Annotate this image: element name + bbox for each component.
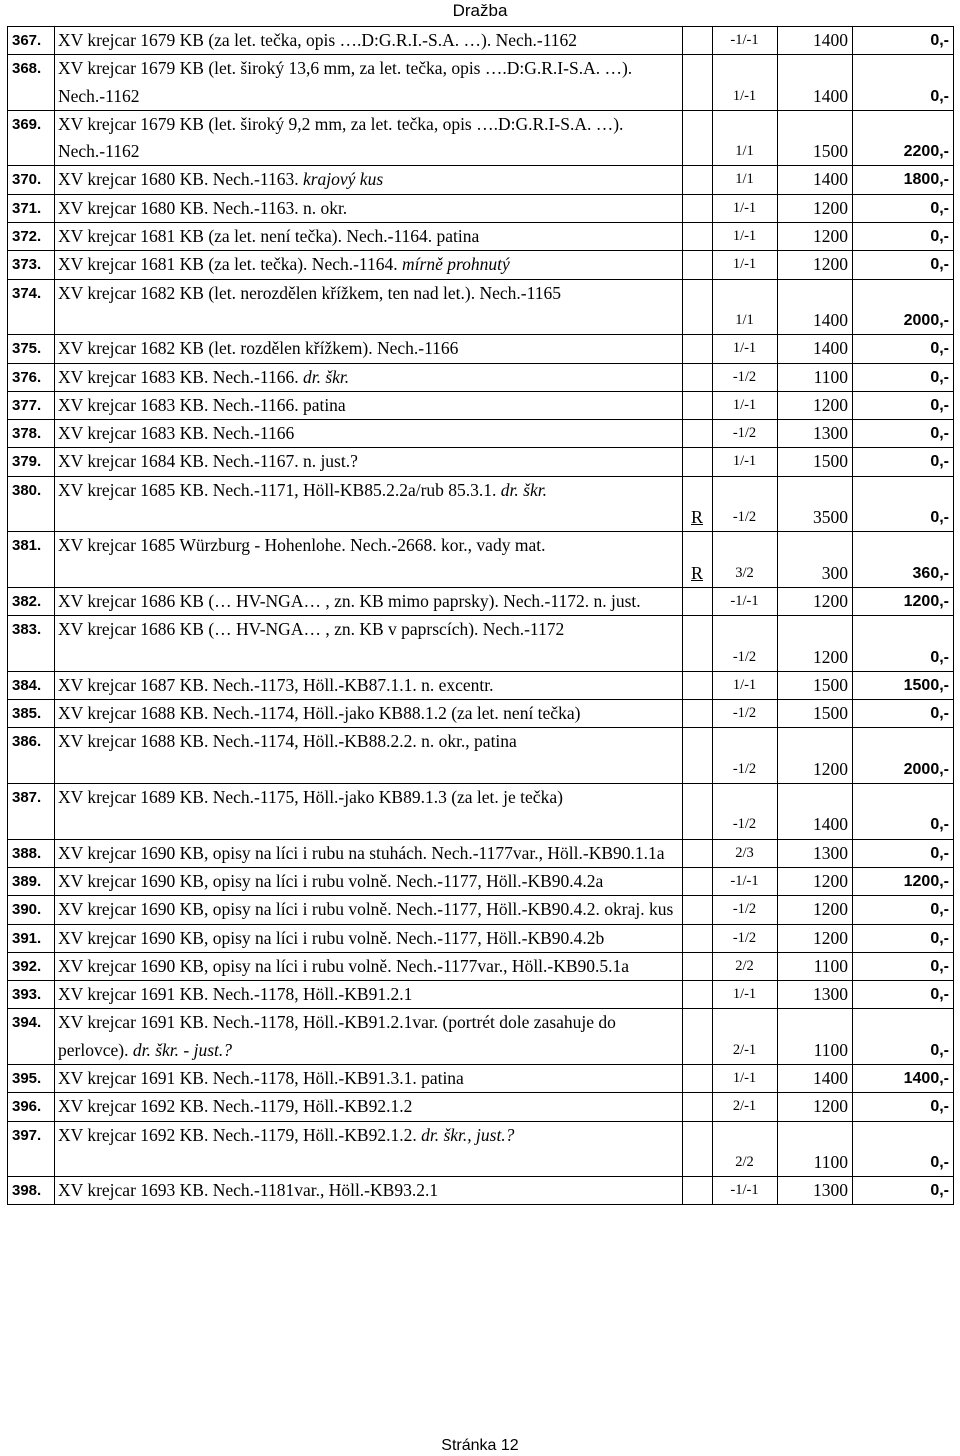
- description-text: XV krejcar 1690 KB, opisy na líci i rubu volně. Nech.-1177, Höll.-KB90.4.2a: [58, 870, 604, 891]
- lot-description: [55, 27, 683, 55]
- lot-description: [55, 363, 683, 391]
- lot-description: [55, 166, 683, 194]
- lot-grade: 2/-1: [713, 1009, 778, 1065]
- lot-description: [55, 251, 683, 279]
- starting-price: 1100: [778, 363, 853, 391]
- lot-number: 371.: [8, 194, 55, 222]
- starting-price: 1400: [778, 335, 853, 363]
- description-text: XV krejcar 1686 KB (… HV-NGA… , zn. KB mimo paprsky). Nech.-1172. n. just.: [58, 590, 641, 611]
- lot-description: [55, 728, 683, 784]
- lot-grade: 2/2: [713, 1121, 778, 1177]
- lot-row: [8, 27, 954, 55]
- lot-description: [55, 896, 683, 924]
- description-text: XV krejcar 1684 KB. Nech.-1167. n. just.?: [58, 451, 358, 472]
- sold-price: 0,-: [853, 896, 954, 924]
- starting-price: 1500: [778, 700, 853, 728]
- description-note: dr. škr.: [302, 366, 350, 387]
- starting-price: 1200: [778, 867, 853, 895]
- lot-description: [55, 335, 683, 363]
- lot-number: 384.: [8, 671, 55, 699]
- description-text: XV krejcar 1679 KB (let. široký 13,6 mm, za let. tečka, opis ….D:G.R.I-S.A. …). Nech.-1162: [58, 58, 633, 106]
- lot-grade: 1/1: [713, 279, 778, 335]
- lot-number: 367.: [8, 27, 55, 55]
- lot-description: [55, 952, 683, 980]
- sold-price: 0,-: [853, 420, 954, 448]
- lot-grade: -1/2: [713, 363, 778, 391]
- lot-number: 398.: [8, 1177, 55, 1205]
- description-note: dr. škr., just.?: [421, 1124, 515, 1145]
- lot-row: [8, 587, 954, 615]
- lot-number: 396.: [8, 1093, 55, 1121]
- lot-row: [8, 924, 954, 952]
- starting-price: 1400: [778, 784, 853, 840]
- lot-number: 382.: [8, 587, 55, 615]
- lot-description: [55, 671, 683, 699]
- sold-price: 0,-: [853, 616, 954, 672]
- starting-price: 1300: [778, 839, 853, 867]
- page-header: Dražba: [452, 1, 508, 20]
- lot-row: [8, 476, 954, 532]
- sold-price: 0,-: [853, 924, 954, 952]
- rarity-mark: [683, 194, 713, 222]
- lot-grade: -1/-1: [713, 1177, 778, 1205]
- lot-description: [55, 981, 683, 1009]
- description-text: XV krejcar 1687 KB. Nech.-1173, Höll.-KB87.1.1. n. excentr.: [58, 674, 494, 695]
- lot-grade: 1/1: [713, 166, 778, 194]
- sold-price: 2000,-: [853, 279, 954, 335]
- rarity-mark: [683, 223, 713, 251]
- lot-number: 389.: [8, 867, 55, 895]
- lot-row: [8, 728, 954, 784]
- page-footer: Stránka 12: [441, 1437, 519, 1454]
- lot-grade: 1/-1: [713, 1064, 778, 1092]
- description-text: XV krejcar 1683 KB. Nech.-1166.: [58, 366, 303, 387]
- sold-price: 0,-: [853, 194, 954, 222]
- lot-row: [8, 1064, 954, 1092]
- lot-description: [55, 839, 683, 867]
- rarity-mark: [683, 616, 713, 672]
- lot-grade: 2/-1: [713, 1093, 778, 1121]
- sold-price: 0,-: [853, 981, 954, 1009]
- sold-price: 0,-: [853, 27, 954, 55]
- lot-description: [55, 924, 683, 952]
- lot-grade: 2/3: [713, 839, 778, 867]
- rarity-mark: R: [683, 476, 713, 532]
- description-text: XV krejcar 1683 KB. Nech.-1166. patina: [58, 394, 346, 415]
- rarity-mark: [683, 166, 713, 194]
- lot-number: 373.: [8, 251, 55, 279]
- lot-number: 376.: [8, 363, 55, 391]
- rarity-mark: [683, 671, 713, 699]
- lot-description: [55, 616, 683, 672]
- sold-price: 0,-: [853, 223, 954, 251]
- sold-price: 0,-: [853, 700, 954, 728]
- description-text: XV krejcar 1690 KB, opisy na líci i rubu na stuhách. Nech.-1177var., Höll.-KB90.1.1a: [58, 842, 665, 863]
- lot-number: 368.: [8, 55, 55, 111]
- starting-price: 1300: [778, 981, 853, 1009]
- lot-row: [8, 363, 954, 391]
- starting-price: 1500: [778, 671, 853, 699]
- lot-row: [8, 1009, 954, 1065]
- lot-grade: -1/2: [713, 924, 778, 952]
- description-text: XV krejcar 1690 KB, opisy na líci i rubu volně. Nech.-1177, Höll.-KB90.4.2. okraj. kus: [58, 899, 674, 920]
- starting-price: 1200: [778, 1093, 853, 1121]
- sold-price: 0,-: [853, 448, 954, 476]
- lot-description: [55, 1177, 683, 1205]
- sold-price: 360,-: [853, 532, 954, 588]
- lot-row: [8, 55, 954, 111]
- lot-description: [55, 223, 683, 251]
- lot-row: [8, 448, 954, 476]
- lot-number: 374.: [8, 279, 55, 335]
- starting-price: 1200: [778, 924, 853, 952]
- lot-grade: 1/-1: [713, 55, 778, 111]
- rarity-mark: [683, 1121, 713, 1177]
- lot-row: [8, 194, 954, 222]
- description-text: XV krejcar 1691 KB. Nech.-1178, Höll.-KB91.3.1. patina: [58, 1067, 464, 1088]
- lot-grade: 1/-1: [713, 223, 778, 251]
- description-note: dr. škr.: [500, 479, 547, 500]
- sold-price: 0,-: [853, 363, 954, 391]
- sold-price: 0,-: [853, 1121, 954, 1177]
- description-text: XV krejcar 1690 KB, opisy na líci i rubu volně. Nech.-1177var., Höll.-KB90.5.1a: [58, 955, 630, 976]
- lot-grade: 1/-1: [713, 335, 778, 363]
- lot-grade: -1/-1: [713, 587, 778, 615]
- starting-price: 1200: [778, 194, 853, 222]
- lot-number: 385.: [8, 700, 55, 728]
- lot-grade: 1/-1: [713, 981, 778, 1009]
- lot-description: [55, 784, 683, 840]
- starting-price: 1200: [778, 223, 853, 251]
- rarity-mark: [683, 839, 713, 867]
- starting-price: 1300: [778, 420, 853, 448]
- description-text: XV krejcar 1692 KB. Nech.-1179, Höll.-KB92.1.2.: [58, 1124, 422, 1145]
- lot-grade: -1/2: [713, 896, 778, 924]
- lot-grade: -1/2: [713, 700, 778, 728]
- rarity-mark: [683, 1064, 713, 1092]
- rarity-mark: [683, 981, 713, 1009]
- lot-description: [55, 55, 683, 111]
- lot-row: [8, 700, 954, 728]
- lot-number: 397.: [8, 1121, 55, 1177]
- sold-price: 1500,-: [853, 671, 954, 699]
- lot-row: [8, 391, 954, 419]
- rarity-mark: [683, 700, 713, 728]
- lot-number: 383.: [8, 616, 55, 672]
- lot-row: [8, 784, 954, 840]
- lot-grade: 1/-1: [713, 448, 778, 476]
- starting-price: 1400: [778, 166, 853, 194]
- lot-row: [8, 981, 954, 1009]
- description-text: XV krejcar 1679 KB (za let. tečka, opis ….D:G.R.I.-S.A. …). Nech.-1162: [58, 30, 578, 50]
- starting-price: 1200: [778, 587, 853, 615]
- rarity-mark: [683, 335, 713, 363]
- starting-price: 1200: [778, 896, 853, 924]
- auction-rows: [8, 27, 954, 1205]
- starting-price: 1500: [778, 448, 853, 476]
- lot-description: [55, 1064, 683, 1092]
- lot-description: [55, 1009, 683, 1065]
- rarity-mark: [683, 55, 713, 111]
- lot-grade: 1/-1: [713, 671, 778, 699]
- starting-price: 1500: [778, 110, 853, 166]
- rarity-mark: [683, 1177, 713, 1205]
- sold-price: 0,-: [853, 784, 954, 840]
- description-text: XV krejcar 1681 KB (za let. není tečka). Nech.-1164. patina: [58, 226, 480, 247]
- sold-price: 0,-: [853, 391, 954, 419]
- description-text: XV krejcar 1691 KB. Nech.-1178, Höll.-KB91.2.1: [58, 984, 413, 1005]
- description-text: XV krejcar 1693 KB. Nech.-1181var., Höll.-KB93.2.1: [58, 1180, 439, 1201]
- sold-price: 0,-: [853, 1093, 954, 1121]
- lot-row: [8, 1121, 954, 1177]
- starting-price: 1300: [778, 1177, 853, 1205]
- description-text: XV krejcar 1690 KB, opisy na líci i rubu volně. Nech.-1177, Höll.-KB90.4.2b: [58, 927, 605, 948]
- rarity-mark: [683, 391, 713, 419]
- starting-price: 1200: [778, 251, 853, 279]
- lot-number: 372.: [8, 223, 55, 251]
- lot-row: [8, 1177, 954, 1205]
- rarity-mark: [683, 728, 713, 784]
- lot-grade: 1/-1: [713, 391, 778, 419]
- starting-price: 1200: [778, 391, 853, 419]
- description-note: krajový kus: [302, 169, 384, 190]
- lot-description: [55, 420, 683, 448]
- description-text: XV krejcar 1688 KB. Nech.-1174, Höll.-jako KB88.1.2 (za let. není tečka): [58, 703, 581, 724]
- sold-price: 0,-: [853, 476, 954, 532]
- starting-price: 1400: [778, 27, 853, 55]
- lot-number: 393.: [8, 981, 55, 1009]
- lot-grade: 1/-1: [713, 251, 778, 279]
- lot-row: [8, 896, 954, 924]
- lot-row: [8, 166, 954, 194]
- lot-number: 369.: [8, 110, 55, 166]
- lot-grade: -1/2: [713, 616, 778, 672]
- sold-price: 2200,-: [853, 110, 954, 166]
- rarity-mark: [683, 587, 713, 615]
- lot-row: [8, 671, 954, 699]
- lot-number: 381.: [8, 532, 55, 588]
- starting-price: 3500: [778, 476, 853, 532]
- sold-price: 0,-: [853, 1009, 954, 1065]
- lot-description: [55, 476, 683, 532]
- rarity-mark: [683, 448, 713, 476]
- lot-grade: -1/-1: [713, 867, 778, 895]
- lot-number: 388.: [8, 839, 55, 867]
- sold-price: 0,-: [853, 952, 954, 980]
- lot-grade: 2/2: [713, 952, 778, 980]
- rarity-mark: [683, 924, 713, 952]
- sold-price: 1200,-: [853, 587, 954, 615]
- description-text: XV krejcar 1692 KB. Nech.-1179, Höll.-KB92.1.2: [58, 1096, 413, 1117]
- rarity-mark: R: [683, 532, 713, 588]
- lot-description: [55, 110, 683, 166]
- rarity-mark: [683, 784, 713, 840]
- lot-grade: -1/2: [713, 420, 778, 448]
- description-text: XV krejcar 1688 KB. Nech.-1174, Höll.-KB88.2.2. n. okr., patina: [58, 731, 517, 752]
- auction-table: [7, 26, 954, 1205]
- sold-price: 0,-: [853, 55, 954, 111]
- lot-number: 379.: [8, 448, 55, 476]
- rarity-mark: [683, 110, 713, 166]
- description-text: XV krejcar 1691 KB. Nech.-1178, Höll.-KB91.2.1var. (portrét dole zasahuje do perlovce).: [58, 1012, 616, 1060]
- starting-price: 1200: [778, 616, 853, 672]
- sold-price: 0,-: [853, 1177, 954, 1205]
- starting-price: 300: [778, 532, 853, 588]
- rarity-mark: [683, 279, 713, 335]
- lot-row: [8, 839, 954, 867]
- starting-price: 1400: [778, 279, 853, 335]
- sold-price: 1800,-: [853, 166, 954, 194]
- lot-number: 378.: [8, 420, 55, 448]
- lot-number: 392.: [8, 952, 55, 980]
- description-text: XV krejcar 1682 KB (let. nerozdělen křížkem, ten nad let.). Nech.-1165: [58, 282, 561, 303]
- sold-price: 1200,-: [853, 867, 954, 895]
- lot-grade: 1/-1: [713, 194, 778, 222]
- description-text: XV krejcar 1680 KB. Nech.-1163. n. okr.: [58, 197, 348, 218]
- lot-description: [55, 448, 683, 476]
- description-text: XV krejcar 1682 KB (let. rozdělen křížkem). Nech.-1166: [58, 338, 459, 359]
- lot-description: [55, 700, 683, 728]
- lot-number: 370.: [8, 166, 55, 194]
- lot-number: 386.: [8, 728, 55, 784]
- lot-description: [55, 1093, 683, 1121]
- lot-grade: 1/1: [713, 110, 778, 166]
- lot-number: 391.: [8, 924, 55, 952]
- lot-description: [55, 391, 683, 419]
- starting-price: 1100: [778, 952, 853, 980]
- description-text: XV krejcar 1679 KB (let. široký 9,2 mm, za let. tečka, opis ….D:G.R.I-S.A. …). Nech.-1162: [58, 113, 624, 162]
- sold-price: 0,-: [853, 251, 954, 279]
- lot-description: [55, 279, 683, 335]
- lot-description: [55, 587, 683, 615]
- description-text: XV krejcar 1683 KB. Nech.-1166: [58, 423, 295, 444]
- lot-row: [8, 1093, 954, 1121]
- lot-number: 380.: [8, 476, 55, 532]
- lot-grade: 3/2: [713, 532, 778, 588]
- lot-number: 390.: [8, 896, 55, 924]
- starting-price: 1200: [778, 728, 853, 784]
- rarity-mark: [683, 27, 713, 55]
- rarity-mark: [683, 1093, 713, 1121]
- rarity-mark: [683, 420, 713, 448]
- lot-row: [8, 616, 954, 672]
- lot-description: [55, 194, 683, 222]
- lot-description: [55, 532, 683, 588]
- starting-price: 1400: [778, 55, 853, 111]
- sold-price: 0,-: [853, 839, 954, 867]
- starting-price: 1100: [778, 1121, 853, 1177]
- lot-description: [55, 1121, 683, 1177]
- lot-number: 395.: [8, 1064, 55, 1092]
- rarity-mark: [683, 363, 713, 391]
- starting-price: 1400: [778, 1064, 853, 1092]
- rarity-mark: [683, 952, 713, 980]
- sold-price: 0,-: [853, 335, 954, 363]
- lot-row: [8, 420, 954, 448]
- lot-number: 387.: [8, 784, 55, 840]
- rarity-mark: [683, 867, 713, 895]
- rarity-mark: [683, 896, 713, 924]
- lot-number: 375.: [8, 335, 55, 363]
- lot-row: [8, 952, 954, 980]
- description-text: XV krejcar 1685 Würzburg - Hohenlohe. Nech.-2668. kor., vady mat.: [58, 535, 546, 556]
- description-text: XV krejcar 1681 KB (za let. tečka). Nech.-1164.: [58, 254, 403, 275]
- lot-grade: -1/2: [713, 476, 778, 532]
- lot-row: [8, 223, 954, 251]
- lot-number: 377.: [8, 391, 55, 419]
- description-text: XV krejcar 1689 KB. Nech.-1175, Höll.-jako KB89.1.3 (za let. je tečka): [58, 787, 563, 808]
- lot-description: [55, 867, 683, 895]
- lot-grade: -1/-1: [713, 27, 778, 55]
- lot-row: [8, 251, 954, 279]
- description-text: XV krejcar 1686 KB (… HV-NGA… , zn. KB v paprscích). Nech.-1172: [58, 619, 565, 640]
- rarity-mark: [683, 1009, 713, 1065]
- lot-number: 394.: [8, 1009, 55, 1065]
- lot-row: [8, 532, 954, 588]
- description-text: XV krejcar 1680 KB. Nech.-1163.: [58, 169, 303, 190]
- lot-row: [8, 110, 954, 166]
- sold-price: 1400,-: [853, 1064, 954, 1092]
- description-note: mírně prohnutý: [402, 254, 510, 275]
- description-text: XV krejcar 1685 KB. Nech.-1171, Höll-KB85.2.2a/rub 85.3.1.: [58, 479, 501, 500]
- description-note: dr. škr. - just.?: [132, 1039, 233, 1060]
- lot-row: [8, 279, 954, 335]
- rarity-mark: [683, 251, 713, 279]
- starting-price: 1100: [778, 1009, 853, 1065]
- lot-grade: -1/2: [713, 728, 778, 784]
- lot-row: [8, 335, 954, 363]
- lot-row: [8, 867, 954, 895]
- lot-grade: -1/2: [713, 784, 778, 840]
- sold-price: 2000,-: [853, 728, 954, 784]
